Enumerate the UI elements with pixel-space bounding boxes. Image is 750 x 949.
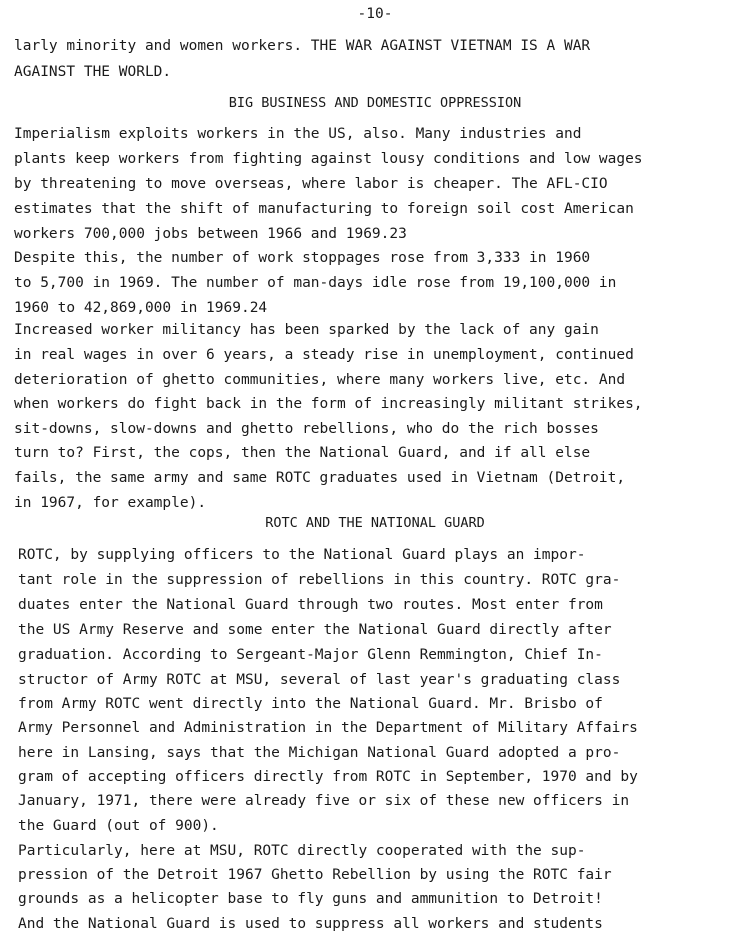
text-line: structor of Army ROTC at MSU, several of last year's graduating class	[18, 672, 621, 688]
text-line: plants keep workers from fighting against lousy conditions and low wages	[14, 151, 643, 167]
text-line: duates enter the National Guard through two routes. Most enter from	[18, 597, 603, 613]
text-line: sit-downs, slow-downs and ghetto rebellions, who do the rich bosses	[14, 421, 599, 437]
text-line: in real wages in over 6 years, a steady rise in unemployment, continued	[14, 347, 634, 363]
text-line: in 1967, for example).	[14, 495, 207, 511]
text-line: ROTC, by supplying officers to the National Guard plays an impor-	[18, 547, 586, 563]
text-line: pression of the Detroit 1967 Ghetto Rebellion by using the ROTC fair	[18, 867, 612, 883]
text-line: deterioration of ghetto communities, where many workers live, etc. And	[14, 372, 626, 388]
text-line: here in Lansing, says that the Michigan National Guard adopted a pro-	[18, 745, 621, 761]
text-line: the US Army Reserve and some enter the National Guard directly after	[18, 622, 612, 638]
text-line: Army Personnel and Administration in the Department of Military Affairs	[18, 720, 638, 736]
text-line: when workers do fight back in the form of increasingly militant strikes,	[14, 396, 643, 412]
text-line: And the National Guard is used to suppress all workers and students	[18, 916, 603, 932]
page-number: -10-	[357, 6, 393, 22]
text-line: tant role in the suppression of rebellions in this country. ROTC gra-	[18, 572, 621, 588]
text-line: by threatening to move overseas, where labor is cheaper. The AFL-CIO	[14, 176, 608, 192]
text-line: estimates that the shift of manufacturing to foreign soil cost American	[14, 201, 634, 217]
text-line: January, 1971, there were already five or six of these new officers in	[18, 793, 630, 809]
text-line: to 5,700 in 1969. The number of man-days idle rose from 19,100,000 in	[14, 275, 617, 291]
text-line: workers 700,000 jobs between 1966 and 1969.23	[14, 226, 407, 242]
text-line: Increased worker militancy has been sparked by the lack of any gain	[14, 322, 599, 338]
text-line: Despite this, the number of work stoppages rose from 3,333 in 1960	[14, 250, 591, 266]
text-line: turn to? First, the cops, then the National Guard, and if all else	[14, 445, 591, 461]
section-heading: BIG BUSINESS AND DOMESTIC OPPRESSION	[228, 95, 522, 111]
text-line: Imperialism exploits workers in the US, also. Many industries and	[14, 126, 582, 142]
text-line: grounds as a helicopter base to fly guns and ammunition to Detroit!	[18, 891, 603, 907]
text-line: Particularly, here at MSU, ROTC directly cooperated with the sup-	[18, 843, 586, 859]
text-line: 1960 to 42,869,000 in 1969.24	[14, 300, 268, 316]
text-line: graduation. According to Sergeant-Major Glenn Remmington, Chief In-	[18, 647, 603, 663]
text-line: fails, the same army and same ROTC graduates used in Vietnam (Detroit,	[14, 470, 626, 486]
text-line: from Army ROTC went directly into the National Guard. Mr. Brisbo of	[18, 696, 603, 712]
text-line: the Guard (out of 900).	[18, 818, 219, 834]
text-line: AGAINST THE WORLD.	[14, 64, 172, 80]
section-heading: ROTC AND THE NATIONAL GUARD	[265, 515, 485, 531]
text-line: larly minority and women workers. THE WAR AGAINST VIETNAM IS A WAR	[14, 38, 591, 54]
text-line: gram of accepting officers directly from ROTC in September, 1970 and by	[18, 769, 638, 785]
